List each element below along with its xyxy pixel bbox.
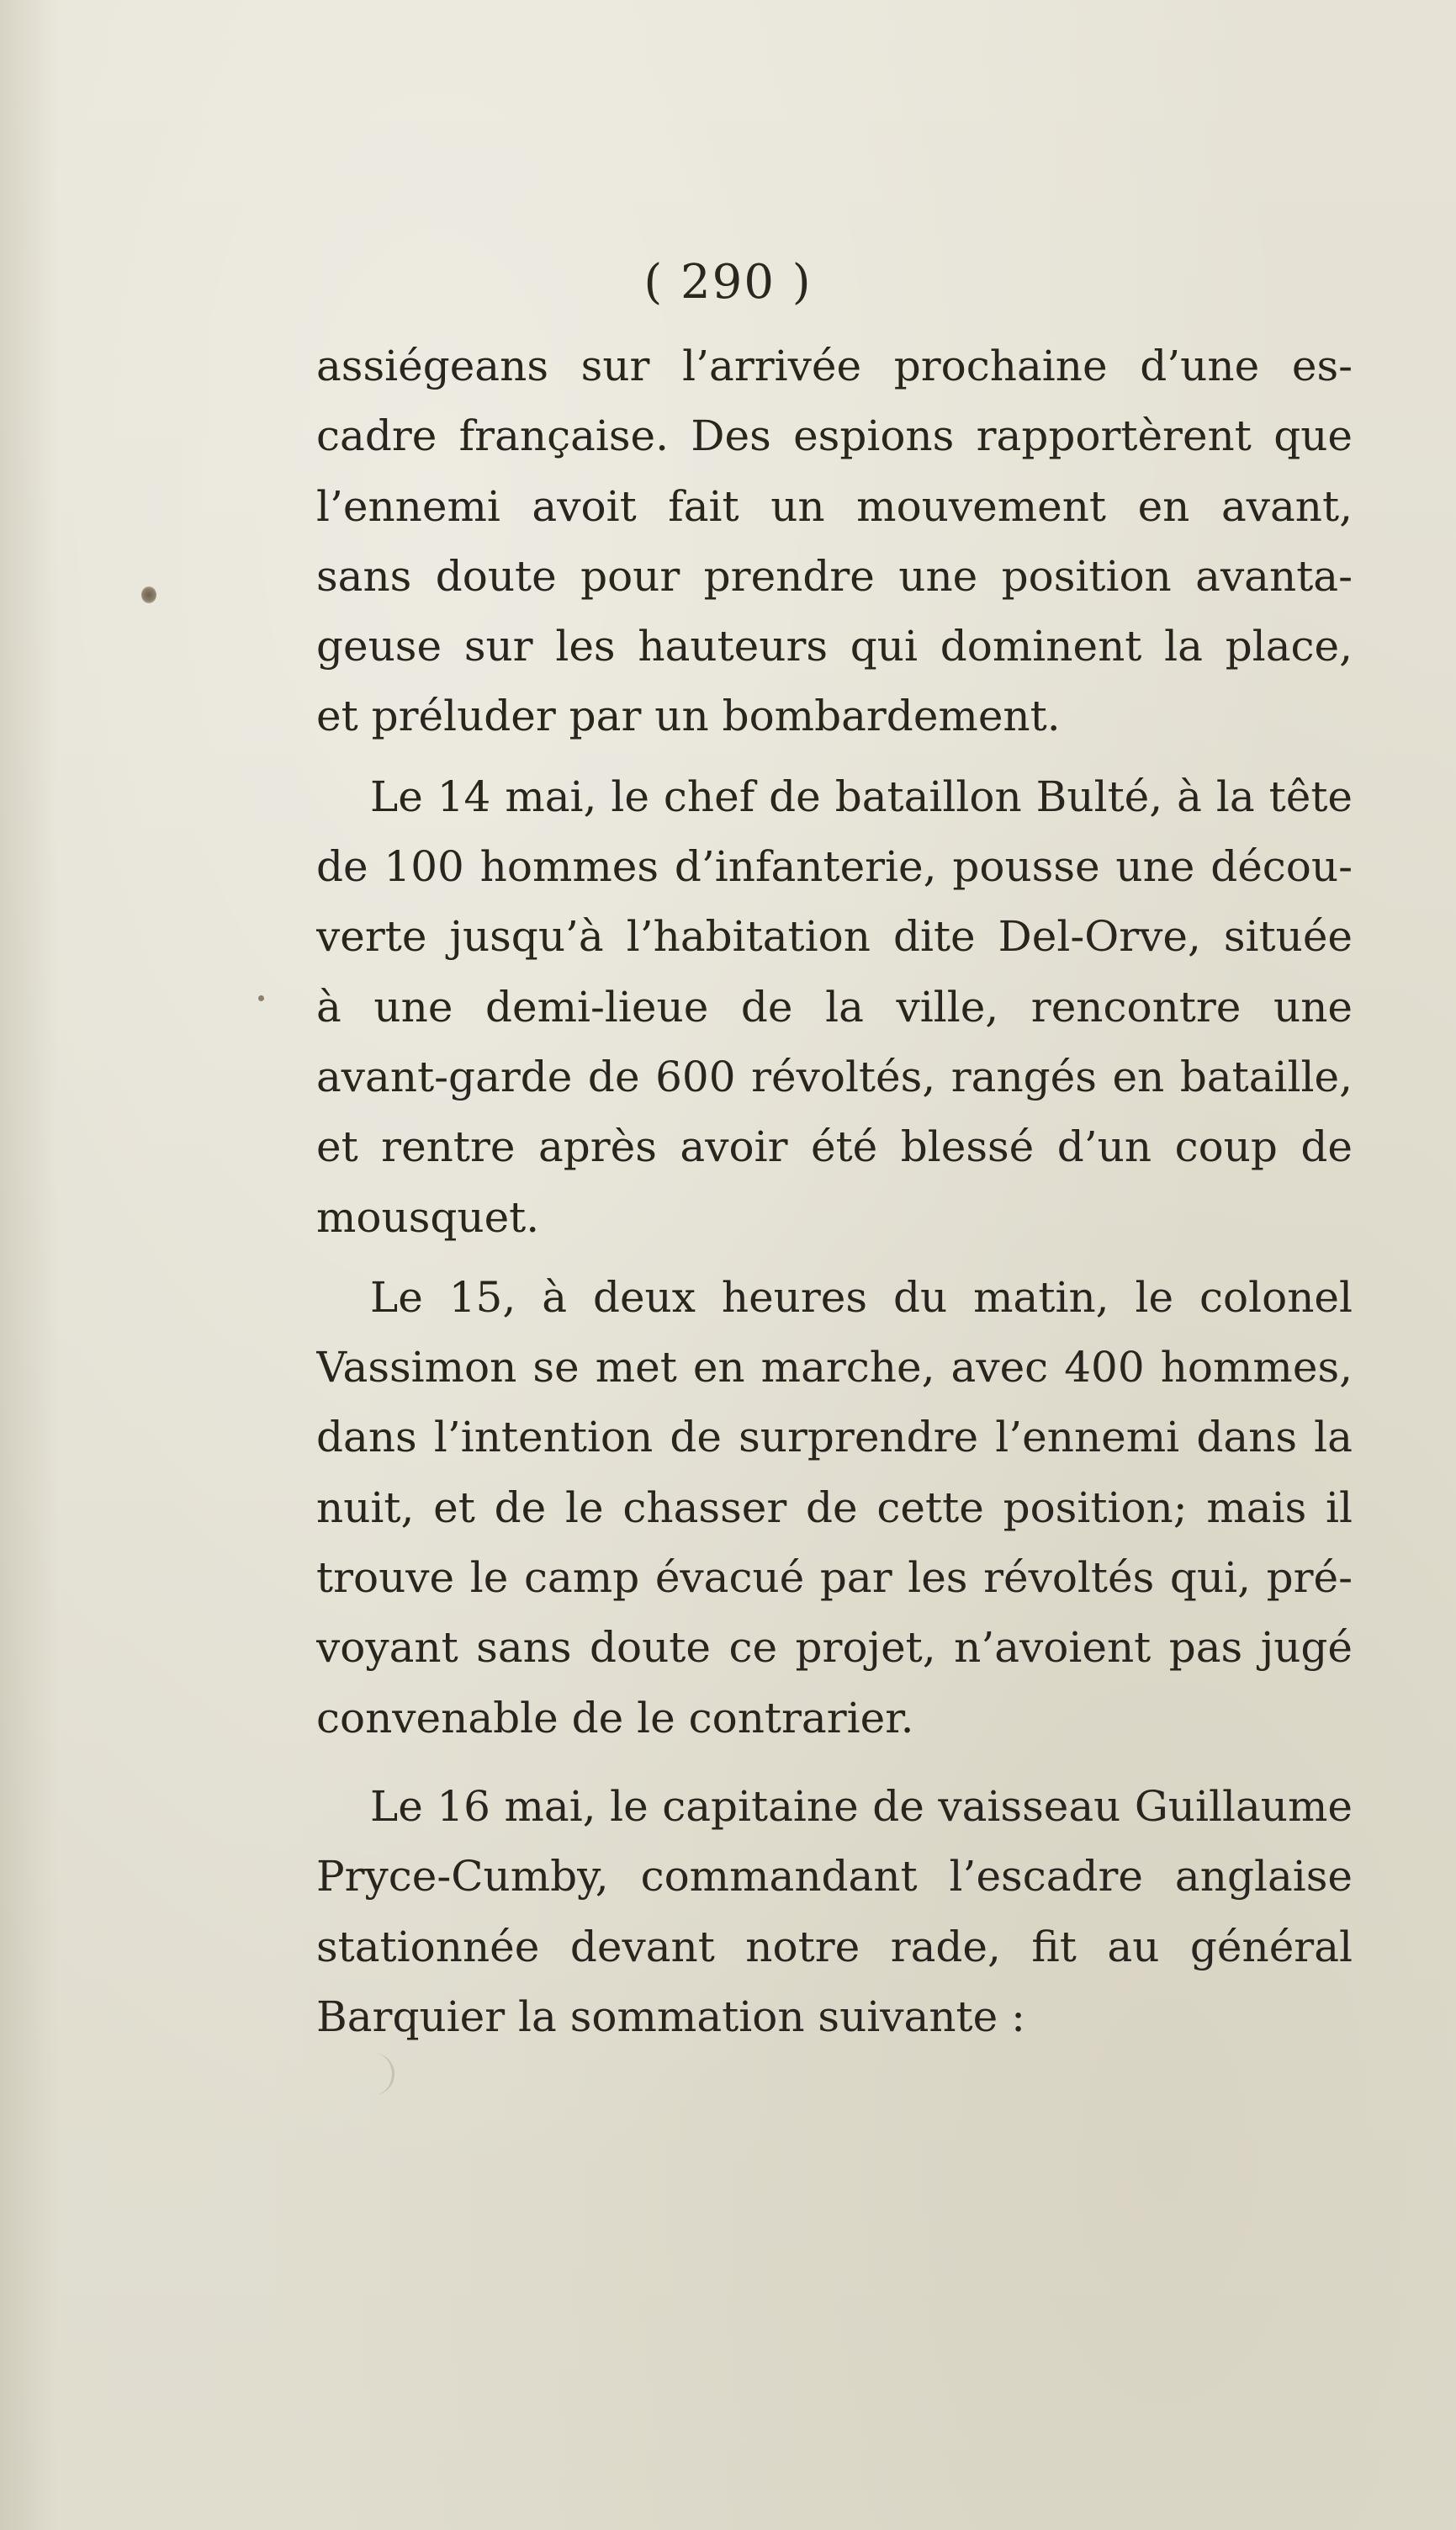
body-text <box>316 331 1353 2052</box>
text-line: verte jusqu’à l’habitation dite Del-Orve, située <box>316 912 1353 962</box>
show-through-mark <box>370 2053 394 2095</box>
text-line: geuse sur les hauteurs qui dominent la place, <box>316 622 1353 671</box>
text-line: Le 15, à deux heures du matin, le colonel <box>370 1272 1353 1322</box>
text-line: Barquier la sommation suivante : <box>316 1992 1025 2041</box>
text-line: Vassimon se met en marche, avec 400 hommes, <box>316 1343 1353 1392</box>
text-line: nuit, et de le chasser de cette position; mais il <box>316 1482 1353 1532</box>
text-line: l’ennemi avoit fait un mouvement en avant, <box>316 481 1353 531</box>
text-line: assiégeans sur l’arrivée prochaine d’une es- <box>316 342 1353 390</box>
text-line: stationnée devant notre rade, fit au général <box>316 1922 1353 1971</box>
text-line: mousquet. <box>316 1192 540 1242</box>
text-line: trouve le camp évacué par les révoltés qui, pré- <box>316 1553 1353 1603</box>
ink-spot <box>141 586 156 603</box>
ink-speck <box>258 995 264 1001</box>
text-line: convenable de le contrarier. <box>316 1693 914 1742</box>
page-number: ( 290 ) <box>643 255 813 310</box>
text-line: Le 16 mai, le capitaine de vaisseau Guillaume <box>370 1781 1353 1831</box>
text-line: sans doute pour prendre une position avanta- <box>316 551 1353 601</box>
text-line: et préluder par un bombardement. <box>316 692 1061 741</box>
text-line: cadre française. Des espions rapportèrent que <box>316 411 1353 461</box>
text-line: dans l’intention de surprendre l’ennemi dans la <box>316 1413 1353 1462</box>
page-gutter-shadow <box>0 0 59 2530</box>
text-line: à une demi-lieue de la ville, rencontre une <box>316 982 1353 1032</box>
text-line: Pryce-Cumby, commandant l’escadre anglaise <box>316 1852 1353 1901</box>
text-line: de 100 hommes d’infanterie, pousse une décou- <box>316 842 1353 892</box>
text-line: et rentre après avoir été blessé d’un coup de <box>316 1122 1353 1172</box>
text-line: Le 14 mai, le chef de bataillon Bulté, à la tête <box>370 772 1353 821</box>
text-line: voyant sans doute ce projet, n’avoient pas jugé <box>316 1623 1353 1673</box>
text-line: avant-garde de 600 révoltés, rangés en bataille, <box>316 1052 1353 1101</box>
